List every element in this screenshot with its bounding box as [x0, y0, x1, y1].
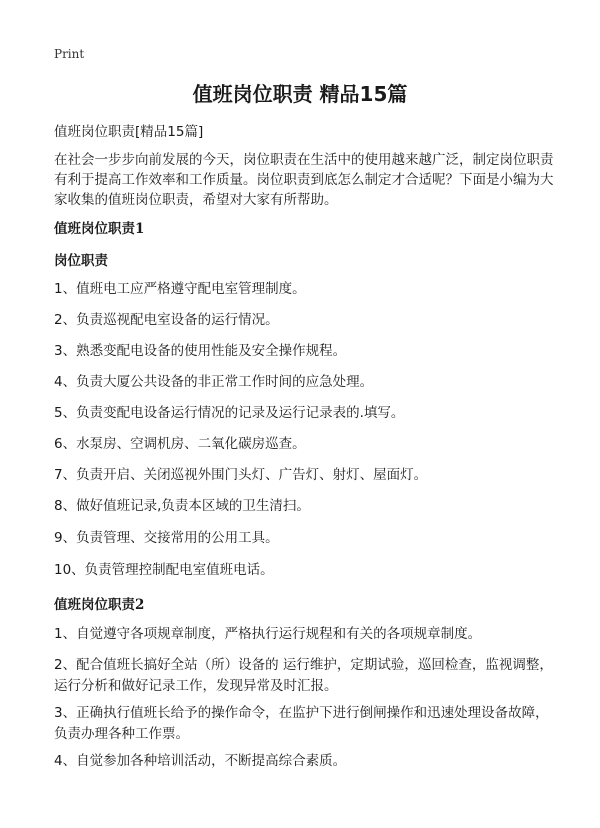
section-heading-2: 值班岗位职责2	[54, 597, 145, 613]
list-item: 7、负责开启、关闭巡视外围门头灯、广告灯、射灯、屋面灯。	[54, 467, 428, 483]
document-subtitle: 值班岗位职责[精品15篇]	[54, 124, 204, 140]
list-item: 2、配合值班长搞好全站（所）设备的 运行维护，定期试验，巡回检查，监视调整，运行分析和做好记录工作，发现异常及时汇报。	[54, 657, 553, 694]
list-item: 9、负责管理、交接常用的公用工具。	[54, 530, 279, 546]
list-item: 10、负责管理控制配电室值班电话。	[54, 562, 274, 578]
list-item: 6、水泵房、空调机房、二氧化碳房巡查。	[54, 436, 306, 452]
list-item: 2、负责巡视配电室设备的运行情况。	[54, 312, 279, 328]
list-item: 8、做好值班记录,负责本区域的卫生清扫。	[54, 498, 310, 514]
section-heading-1: 值班岗位职责1	[54, 221, 145, 237]
list-item: 1、值班电工应严格遵守配电室管理制度。	[54, 281, 306, 297]
intro-paragraph: 在社会一步步向前发展的今天，岗位职责在生活中的使用越来越广泛，制定岗位职责有利于提高工作效率和工作质量。岗位职责到底怎么制定才合适呢？下面是小编为大家收集的值班岗位职责，希望对大家有所帮助。	[54, 152, 554, 208]
list-item: 4、自觉参加各种培训活动，不断提高综合素质。	[54, 753, 347, 769]
section-subheading: 岗位职责	[54, 253, 108, 269]
list-item: 3、熟悉变配电设备的使用性能及安全操作规程。	[54, 343, 347, 359]
list-item: 4、负责大厦公共设备的非正常工作时间的应急处理。	[54, 374, 374, 390]
list-item: 3、正确执行值班长给予的操作命令，在监护下进行倒闸操作和迅速处理设备故障，负责办理各种工作票。	[54, 705, 549, 742]
list-item: 5、负责变配电设备运行情况的记录及运行记录表的.填写。	[54, 405, 405, 421]
page-title: 值班岗位职责 精品15篇	[192, 82, 408, 106]
list-item: 1、自觉遵守各项规章制度，严格执行运行规程和有关的各项规章制度。	[54, 626, 482, 642]
print-link[interactable]: Print	[54, 47, 85, 61]
